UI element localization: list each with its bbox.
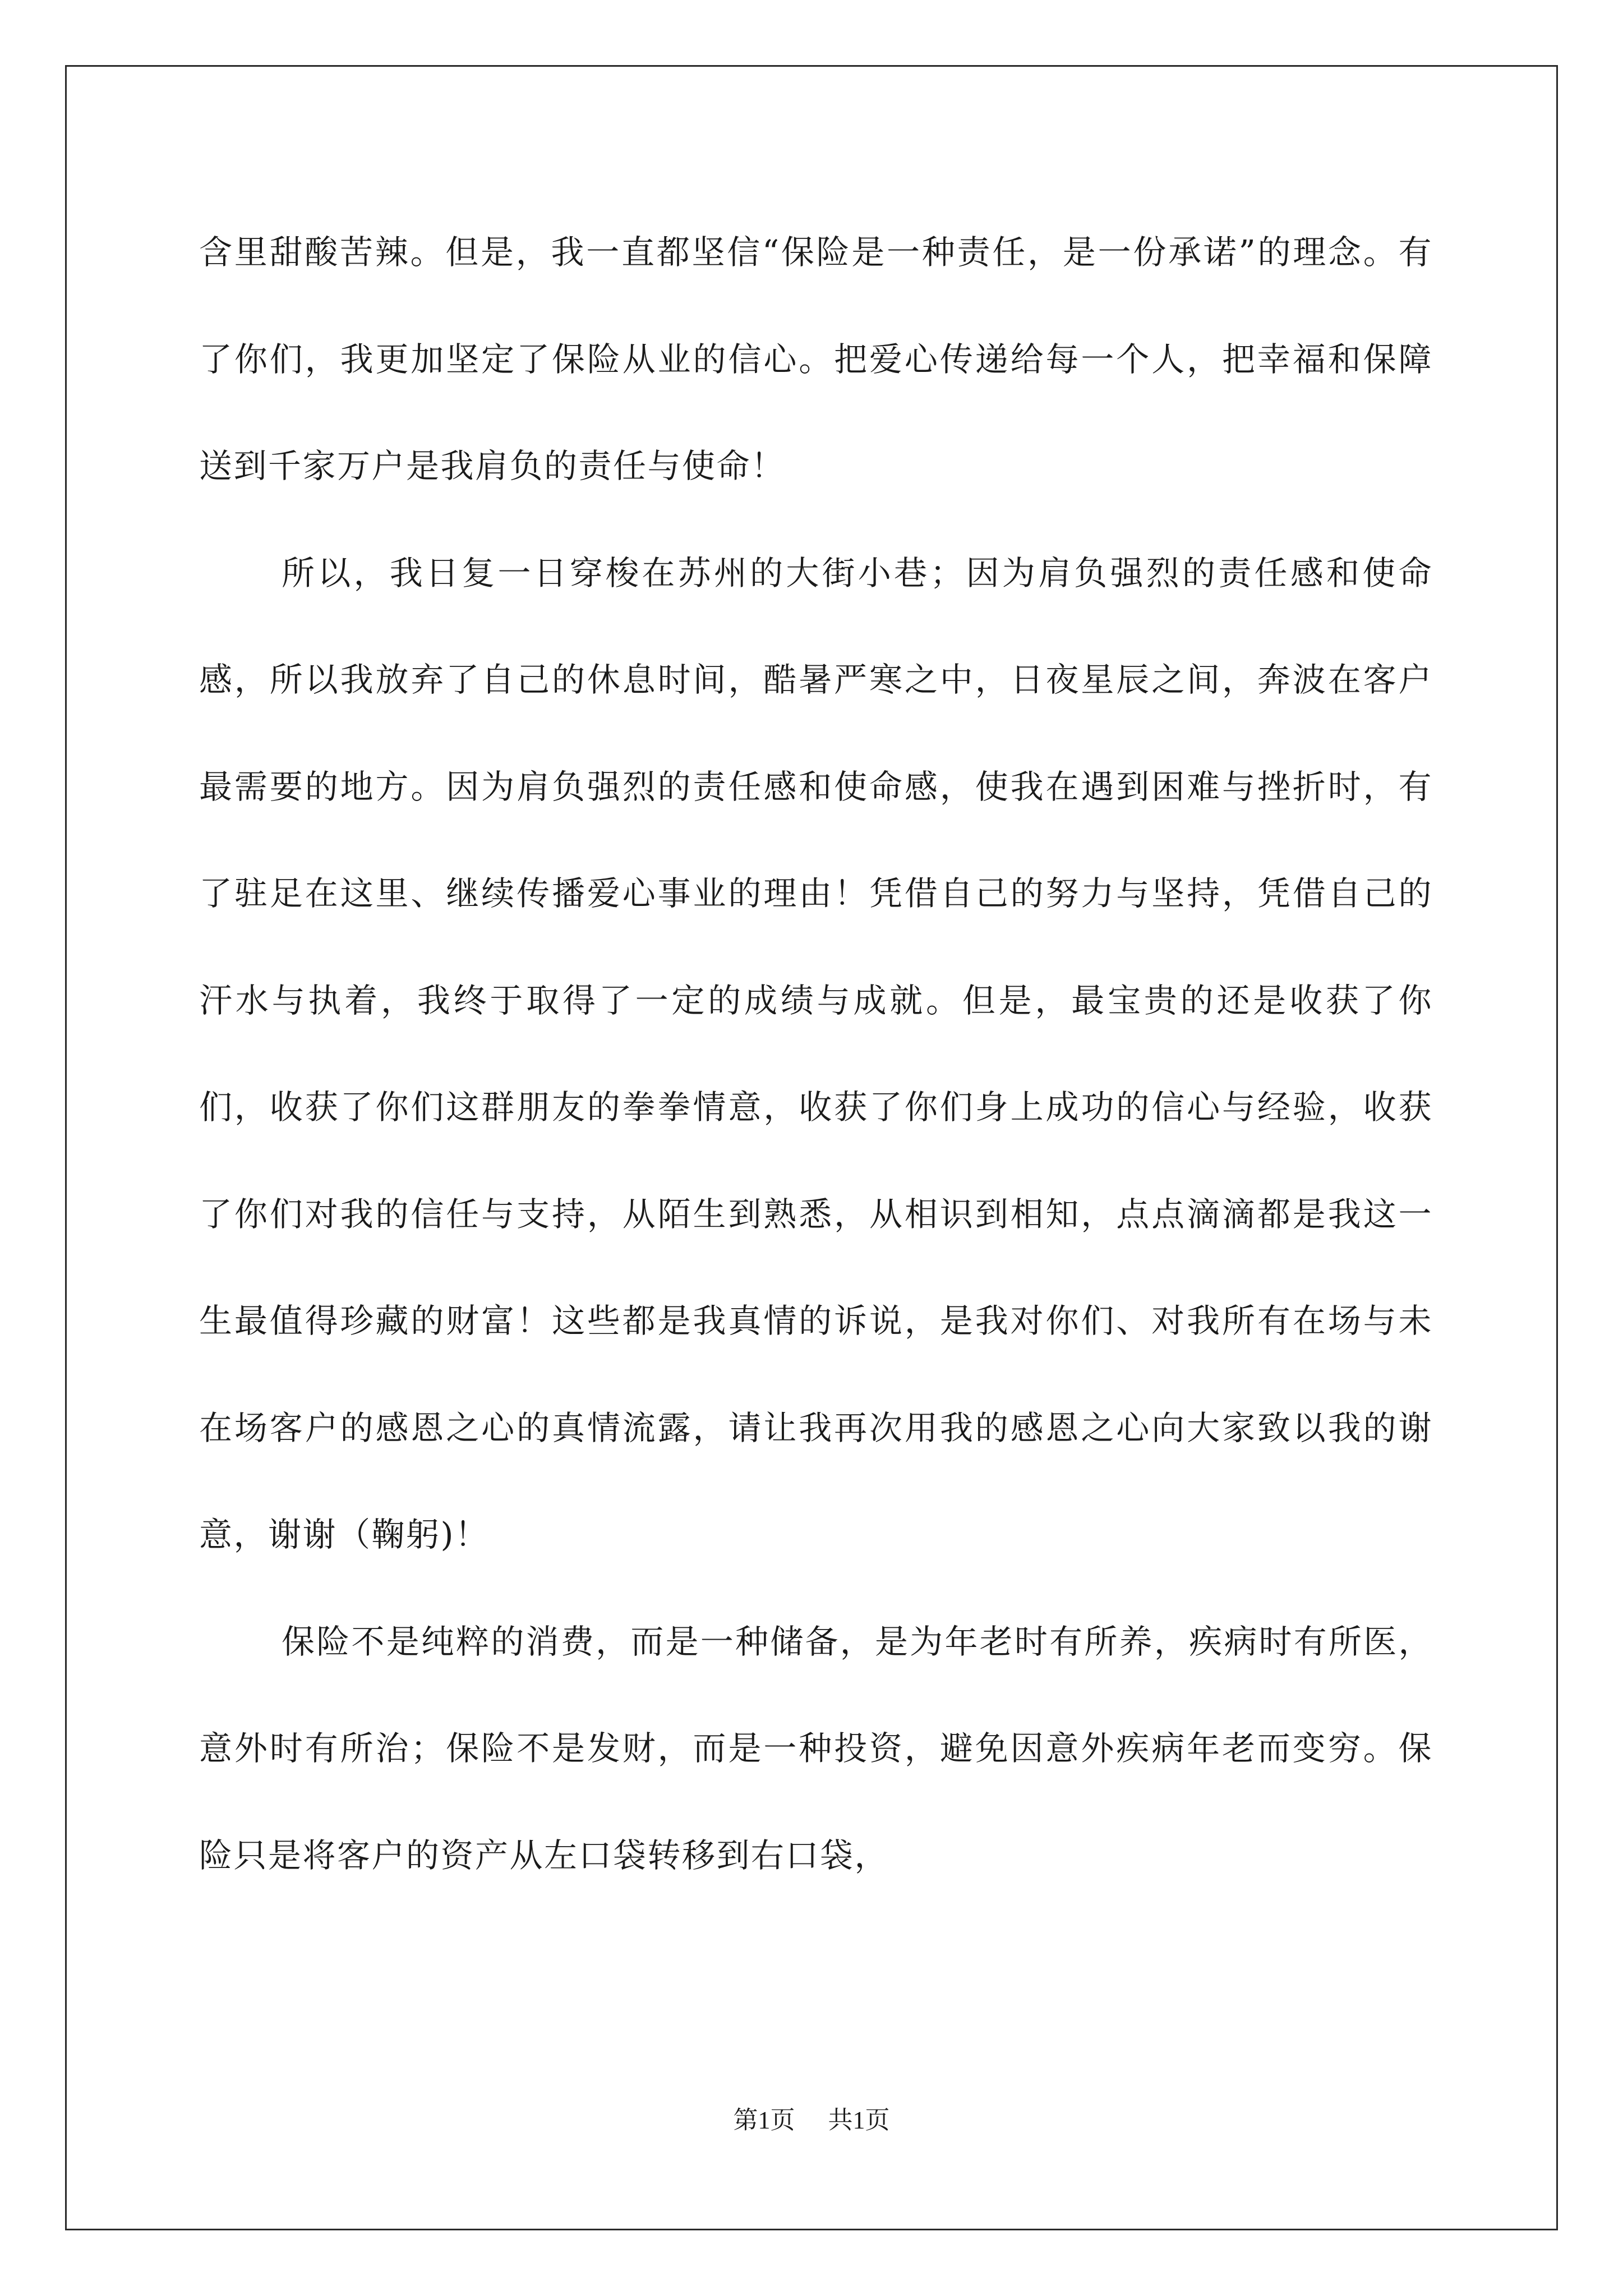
page-number-current: 第1页	[733, 2106, 795, 2134]
page-footer	[0, 2100, 1623, 2136]
paragraph-2: 所以，我日复一日穿梭在苏州的大街小巷；因为肩负强烈的责任感和使命感，所以我放弃了自己的休息时间，酷暑严寒之中，日夜星辰之间，奔波在客户最需要的地方。因为肩负强烈的责任感和使命感，使我在遇到困难与挫折时，有了驻足在这里、继续传播爱心事业的理由！凭借自己的努力与坚持，凭借自己的汗水与执着，我终于取得了一定的成绩与成就。但是，最宝贵的还是收获了你们，收获了你们这群朋友的拳拳情意，收获了你们身上成功的信心与经验，收获了你们对我的信任与支持，从陌生到熟悉，从相识到相知，点点滴滴都是我这一生最值得珍藏的财富！这些都是我真情的诉说，是我对你们、对我所有在场与未在场客户的感恩之心的真情流露，请让我再次用我的感恩之心向大家致以我的谢意，谢谢（鞠躬)！	[199, 553, 1433, 1554]
document-body	[199, 199, 1433, 1909]
paragraph-3: 保险不是纯粹的消费，而是一种储备，是为年老时有所养，疾病时有所医，意外时有所治；保险不是发财，而是一种投资，避免因意外疾病年老而变穷。保险只是将客户的资产从左口袋转移到右口袋，	[199, 1622, 1433, 1875]
page-number-total: 共1页	[828, 2106, 890, 2134]
paragraph-1: 含里甜酸苦辣。但是，我一直都坚信“保险是一种责任，是一份承诺”的理念。有了你们，我更加坚定了保险从业的信心。把爱心传递给每一个人，把幸福和保障送到千家万户是我肩负的责任与使命！	[199, 233, 1433, 485]
